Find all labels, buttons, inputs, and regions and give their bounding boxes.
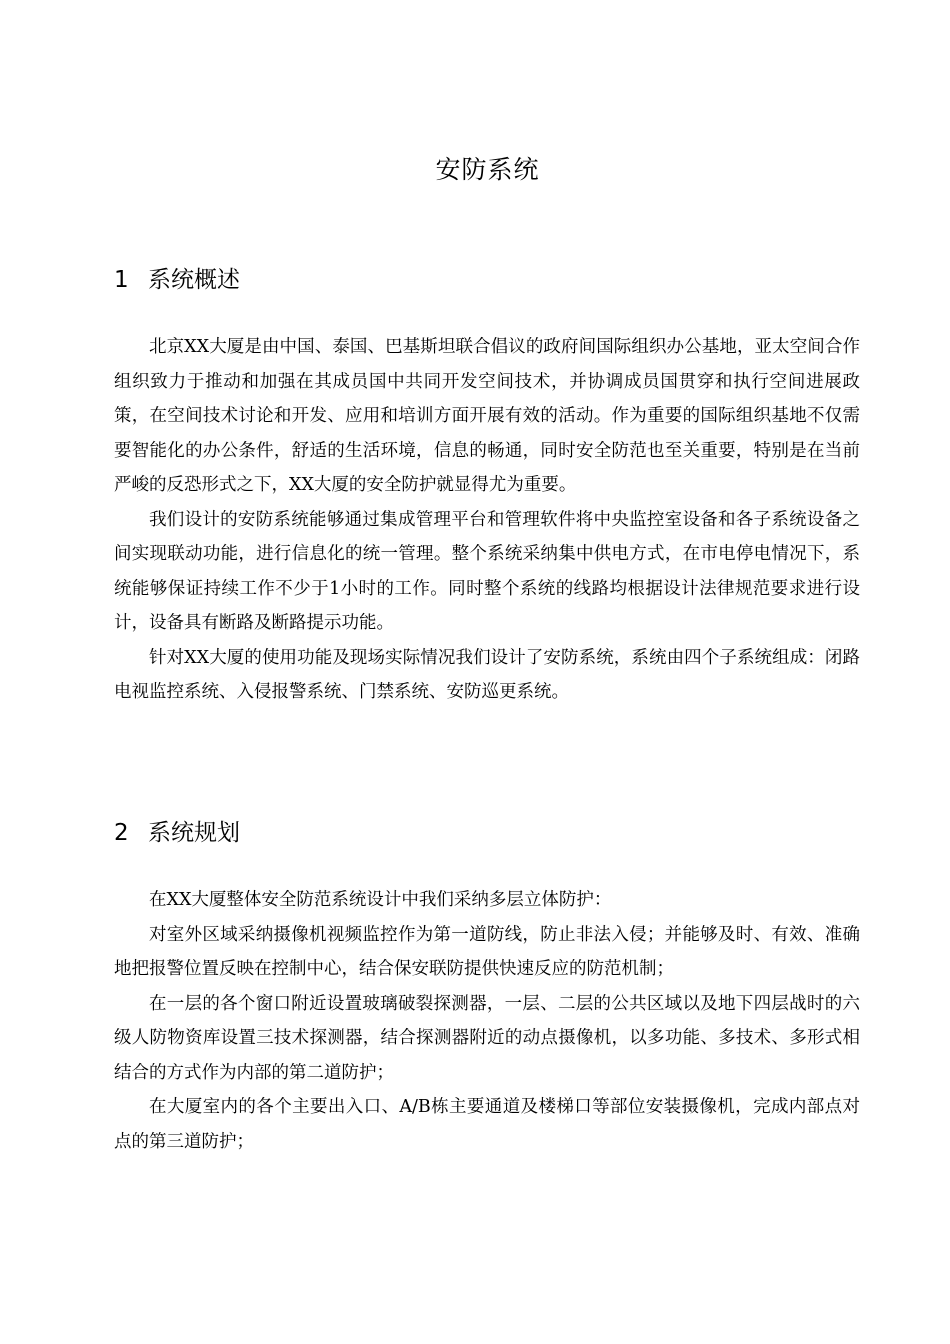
section-title: 系统规划 bbox=[148, 820, 240, 846]
paragraph: 针对XX大厦的使用功能及现场实际情况我们设计了安防系统，系统由四个子系统组成：闭路电视监控系统、入侵报警系统、门禁系统、安防巡更系统。 bbox=[114, 647, 860, 702]
section-number: 2 bbox=[114, 820, 129, 846]
document-title: 安防系统 bbox=[435, 155, 540, 184]
paragraph: 对室外区域采纳摄像机视频监控作为第一道防线，防止非法入侵；并能够及时、有效、准确地把报警位置反映在控制中心，结合保安联防提供快速反应的防范机制； bbox=[114, 924, 860, 979]
section-number: 1 bbox=[114, 267, 129, 293]
paragraph: 在XX大厦整体安全防范系统设计中我们采纳多层立体防护： bbox=[149, 890, 612, 910]
section-body-planning bbox=[114, 883, 860, 1159]
section-title: 系统概述 bbox=[148, 267, 240, 293]
paragraph: 北京XX大厦是由中国、泰国、巴基斯坦联合倡议的政府间国际组织办公基地，亚太空间合作组织致力于推动和加强在其成员国中共同开发空间技术，并协调成员国贯穿和执行空间进展政策，在空间技术讨论和开发、应用和培训方面开展有效的活动。作为重要的国际组织基地不仅需要智能化的办公条件，舒适的生活环境，信息的畅通，同时安全防范也至关重要，特别是在当前严峻的反恐形式之下，XX大厦的安全防护就显得尤为重要。 bbox=[114, 337, 860, 495]
section-body-overview bbox=[114, 330, 860, 710]
paragraph: 在一层的各个窗口附近设置玻璃破裂探测器，一层、二层的公共区域以及地下四层战时的六级人防物资库设置三技术探测器，结合探测器附近的动点摄像机，以多功能、多技术、多形式相结合的方式作为内部的第二道防护； bbox=[114, 993, 860, 1083]
paragraph: 我们设计的安防系统能够通过集成管理平台和管理软件将中央监控室设备和各子系统设备之间实现联动功能，进行信息化的统一管理。整个系统采纳集中供电方式，在市电停电情况下，系统能够保证持续工作不少于1小时的工作。同时整个系统的线路均根据设计法律规范要求进行设计，设备具有断路及断路提示功能。 bbox=[114, 509, 860, 633]
section-heading-planning bbox=[114, 816, 240, 850]
paragraph: 在大厦室内的各个主要出入口、A/B栋主要通道及楼梯口等部位安装摄像机，完成内部点对点的第三道防护； bbox=[114, 1097, 860, 1152]
section-heading-overview bbox=[114, 263, 240, 297]
